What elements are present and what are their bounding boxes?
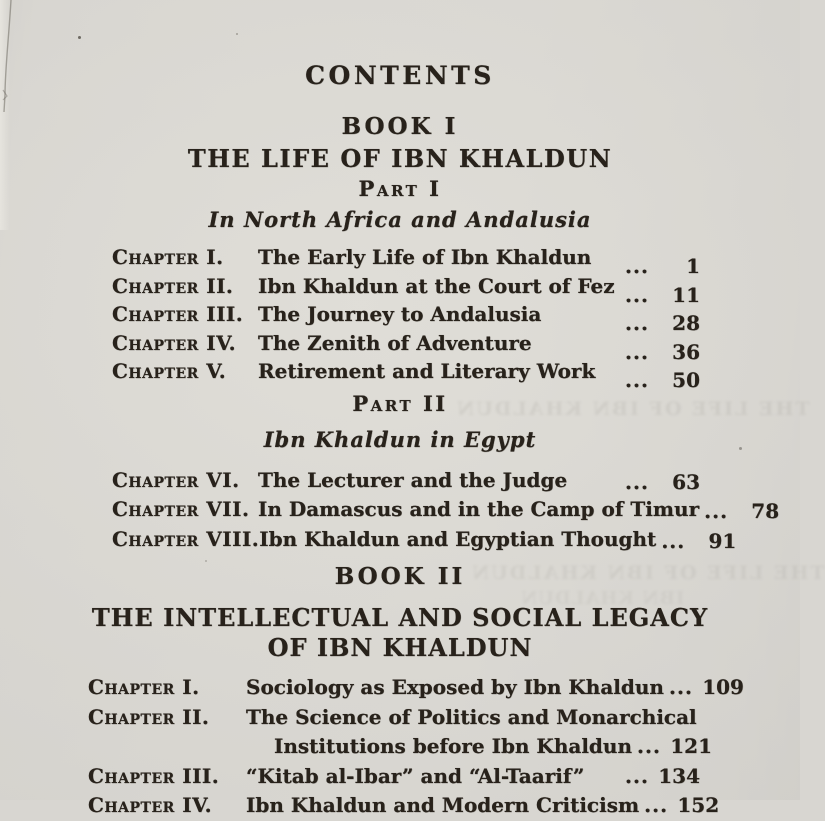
toc-row-cutoff [0,791,800,821]
book2-chapter-list [0,673,800,821]
contents-title: CONTENTS [305,61,495,90]
chapter-label: Chapter III. [112,302,244,326]
chapter-title: The Early Life of Ibn Khaldun [258,245,592,269]
leader-dots: ... [625,311,649,335]
chapter-title: The Zenith of Adventure [258,330,532,355]
book2-title-line1: THE INTELLECTUAL AND SOCIAL LEGACY [91,603,709,632]
page-number: 91 [708,528,737,553]
toc-row [0,673,800,703]
leader-dots: ... [625,469,649,494]
chapter-label: Chapter VIII. [112,526,260,551]
leader-dots: ... [637,734,661,758]
chapter-title: The Science of Politics and Monarchical [246,704,697,729]
leader-dots: ... [625,339,649,364]
chapter-title: Sociology as Exposed by Ibn Khaldun [246,675,664,699]
chapter-label: Chapter VII. [112,497,250,521]
chapter-label: Chapter IV. [112,330,237,355]
toc-row [0,495,800,525]
chapter-label: Chapter V. [112,359,227,383]
leader-dots: ... [669,675,693,699]
part2-heading: Part II [352,390,448,416]
book1-heading: BOOK I [341,113,459,140]
page-number: 134 [658,763,700,788]
toc-row [0,525,800,555]
show-through-text: THE LIFE OF IBN KHALDUN [470,562,825,584]
part2-chapter-list [0,466,800,555]
page-number: 78 [751,499,780,523]
page-number: 1 [686,254,700,278]
leader-dots: ... [625,254,649,278]
part1-subtitle: In North Africa and Andalusia [208,207,592,232]
toc-row [0,762,800,792]
page-number: 121 [670,734,712,758]
toc-row [0,703,800,733]
page-number: 63 [672,469,700,494]
book1-title: THE LIFE OF IBN KHALDUN [187,144,613,173]
toc-row [0,243,800,278]
chapter-label: Chapter I. [88,675,200,699]
chapter-title: Ibn Khaldun and Egyptian Thought [259,526,657,551]
part1-chapter-list [0,243,800,392]
leader-dots: ... [625,763,649,788]
chapter-title: Retirement and Literary Work [258,359,596,383]
page-number: 28 [672,311,700,335]
chapter-title: The Journey to Andalusia [258,302,542,326]
leader-dots: ... [704,499,729,523]
show-through-text: IBN KHALDUN [520,588,685,609]
chapter-title: Ibn Khaldun at the Court of Fez [258,273,615,298]
show-through-text: THE LIFE OF IBN KHALDUN [455,398,810,420]
page-number: 152 [677,793,720,817]
chapter-label: Chapter II. [112,273,234,298]
chapter-title: The Lecturer and the Judge [258,467,568,492]
page-number: 50 [672,368,700,392]
toc-row-continuation [0,732,800,762]
leader-dots: ... [625,282,649,307]
part2-subtitle: Ibn Khaldun in Egypt [263,426,537,452]
chapter-label: Chapter III. [88,763,220,788]
book2-title-line2: OF IBN KHALDUN [267,633,533,662]
page-number: 109 [702,675,744,699]
chapter-title: In Damascus and in the Camp of Timur [258,497,700,521]
book2-heading: BOOK II [334,563,466,590]
page-number: 11 [672,282,700,307]
leader-dots: ... [625,368,649,392]
leader-dots: ... [644,793,669,817]
chapter-title: Ibn Khaldun and Modern Criticism [246,793,640,817]
leader-dots: ... [661,528,686,553]
chapter-label: Chapter VI. [112,467,240,492]
chapter-label: Chapter II. [88,704,210,729]
chapter-title: “Kitab al-Ibar” and “Al-Taarif” [246,763,585,788]
part1-heading: Part I [358,176,442,201]
page-number: 36 [672,339,700,364]
chapter-label: Chapter I. [112,245,224,269]
chapter-label: Chapter IV. [88,793,213,817]
chapter-title-continuation: Institutions before Ibn Khaldun [274,734,632,758]
toc-row [0,466,800,496]
